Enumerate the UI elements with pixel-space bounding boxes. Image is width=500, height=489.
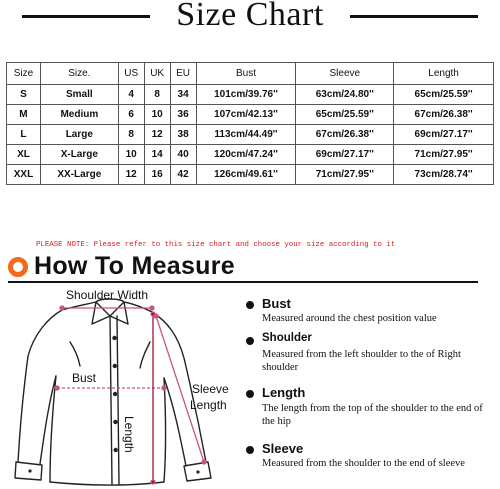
header-bust: Bust: [196, 63, 296, 85]
bust-label: Bust: [72, 371, 97, 385]
cell-eu: 40: [170, 145, 196, 165]
cell-size-name: XX-Large: [40, 165, 118, 185]
cell-us: 8: [118, 125, 144, 145]
bullet-icon: [246, 337, 254, 345]
item-desc: Measured from the shoulder to the end of sleeve: [262, 458, 465, 469]
cell-size-name: X-Large: [40, 145, 118, 165]
item-desc: The length from the top of the shoulder to the end of the hip: [262, 403, 483, 427]
table-row: [7, 125, 494, 145]
page-title: Size Chart: [176, 0, 324, 33]
table-row: [7, 145, 494, 165]
item-title: Length: [262, 385, 306, 400]
size-note: PLEASE NOTE: Please refer to this size chart and choose your size according to it: [36, 241, 396, 249]
cell-size-name: Medium: [40, 105, 118, 125]
cell-size-name: Small: [40, 85, 118, 105]
header-sleeve: Sleeve: [296, 63, 394, 85]
bullet-icon: [246, 390, 254, 398]
header-uk: UK: [144, 63, 170, 85]
cell-eu: 38: [170, 125, 196, 145]
item-title: Sleeve: [262, 441, 304, 456]
bullet-icon: [246, 446, 254, 454]
cell-us: 4: [118, 85, 144, 105]
table-header-row: [7, 63, 494, 85]
cell-size-name: Large: [40, 125, 118, 145]
cell-bust: 120cm/47.24'': [196, 145, 296, 165]
cell-bust: 113cm/44.49'': [196, 125, 296, 145]
cell-bust: 101cm/39.76'': [196, 85, 296, 105]
table-row: [7, 105, 494, 125]
cell-bust: 126cm/49.61'': [196, 165, 296, 185]
cell-size: XXL: [7, 165, 41, 185]
cell-us: 10: [118, 145, 144, 165]
item-title: Shoulder: [262, 332, 312, 344]
header-eu: EU: [170, 63, 196, 85]
bullet-icon: [246, 301, 254, 309]
header-us: US: [118, 63, 144, 85]
ring-icon: [8, 257, 28, 277]
cell-uk: 10: [144, 105, 170, 125]
cell-size: M: [7, 105, 41, 125]
cell-uk: 8: [144, 85, 170, 105]
cell-sleeve: 67cm/26.38'': [296, 125, 394, 145]
cell-uk: 14: [144, 145, 170, 165]
cell-sleeve: 63cm/24.80'': [296, 85, 394, 105]
sleeve-length-label-1: Sleeve: [192, 382, 229, 396]
cell-uk: 12: [144, 125, 170, 145]
header-length: Length: [394, 63, 494, 85]
heading-underline: [8, 281, 478, 283]
item-desc: Measured around the chest position value: [262, 313, 437, 324]
size-table: [6, 62, 494, 185]
cell-length: 69cm/27.17'': [394, 125, 494, 145]
cell-eu: 34: [170, 85, 196, 105]
item-desc: Measured from the left shoulder to the of Right shoulder: [262, 349, 461, 373]
cell-uk: 16: [144, 165, 170, 185]
title-rule-right: [350, 15, 478, 18]
cell-us: 12: [118, 165, 144, 185]
cell-length: 73cm/28.74'': [394, 165, 494, 185]
cell-eu: 42: [170, 165, 196, 185]
cell-size: S: [7, 85, 41, 105]
sleeve-length-label-2: Length: [190, 398, 227, 412]
cell-sleeve: 71cm/27.95'': [296, 165, 394, 185]
cell-sleeve: 69cm/27.17'': [296, 145, 394, 165]
cell-length: 71cm/27.95'': [394, 145, 494, 165]
shoulder-width-label: Shoulder Width: [66, 288, 149, 302]
cell-bust: 107cm/42.13'': [196, 105, 296, 125]
item-title: Bust: [262, 296, 291, 311]
how-to-measure-heading: [8, 252, 478, 284]
cell-length: 65cm/25.59'': [394, 85, 494, 105]
size-chart-header: [0, 0, 500, 36]
table-row: [7, 85, 494, 105]
cell-eu: 36: [170, 105, 196, 125]
table-row: [7, 165, 494, 185]
length-label: Length: [122, 416, 136, 453]
cell-length: 67cm/26.38'': [394, 105, 494, 125]
measure-title: How To Measure: [34, 252, 235, 280]
shirt-diagram: [0, 286, 240, 489]
cell-us: 6: [118, 105, 144, 125]
cell-size: XL: [7, 145, 41, 165]
cell-size: L: [7, 125, 41, 145]
header-size: Size: [7, 63, 41, 85]
cell-sleeve: 65cm/25.59'': [296, 105, 394, 125]
header-size-name: Size.: [40, 63, 118, 85]
